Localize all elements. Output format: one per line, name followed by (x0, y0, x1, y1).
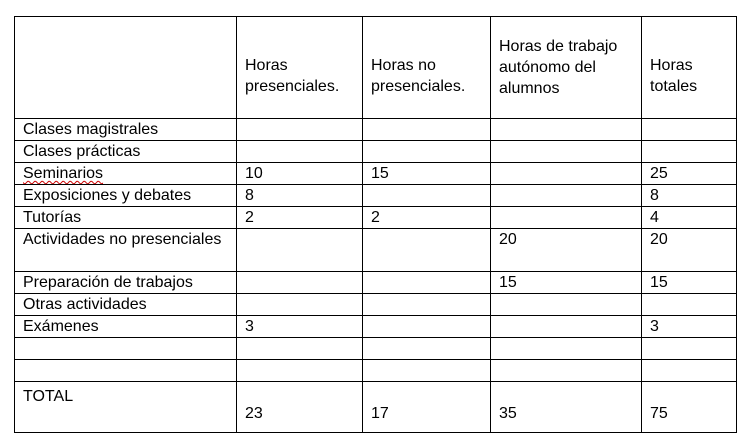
table-row (15, 294, 737, 316)
header-cell-autonomo: Horas de trabajo autónomo del alumnos (491, 17, 642, 119)
autonomo-cell (491, 185, 642, 207)
table-row (15, 338, 737, 360)
total-label: TOTAL (15, 382, 237, 433)
presenciales-cell (237, 338, 363, 360)
autonomo-cell: 20 (491, 229, 642, 272)
header-cell-activity (15, 17, 237, 119)
no-presenciales-cell (363, 360, 491, 382)
autonomo-cell (491, 163, 642, 185)
presenciales-cell: 3 (237, 316, 363, 338)
autonomo-cell (491, 316, 642, 338)
activity-cell (15, 338, 237, 360)
total-autonomo: 35 (491, 382, 642, 433)
totales-cell (642, 294, 737, 316)
autonomo-cell (491, 119, 642, 141)
activity-cell: Clases magistrales (15, 119, 237, 141)
activity-cell: Exposiciones y debates (15, 185, 237, 207)
table-row (15, 316, 737, 338)
header-cell-presenciales: Horas presenciales. (237, 17, 363, 119)
table-row (15, 360, 737, 382)
autonomo-cell (491, 360, 642, 382)
totales-cell (642, 119, 737, 141)
activity-cell: Preparación de trabajos (15, 272, 237, 294)
activity-cell: Exámenes (15, 316, 237, 338)
no-presenciales-cell (363, 185, 491, 207)
presenciales-cell (237, 272, 363, 294)
no-presenciales-cell (363, 229, 491, 272)
autonomo-cell (491, 207, 642, 229)
totales-cell: 20 (642, 229, 737, 272)
activity-cell: Actividades no presenciales (15, 229, 237, 272)
hours-table (14, 16, 737, 433)
presenciales-cell (237, 294, 363, 316)
table-row (15, 119, 737, 141)
no-presenciales-cell: 2 (363, 207, 491, 229)
no-presenciales-cell (363, 294, 491, 316)
totales-cell (642, 360, 737, 382)
table-row (15, 141, 737, 163)
autonomo-cell (491, 294, 642, 316)
autonomo-cell: 15 (491, 272, 642, 294)
activity-cell: Tutorías (15, 207, 237, 229)
presenciales-cell (237, 360, 363, 382)
totales-cell: 15 (642, 272, 737, 294)
no-presenciales-cell (363, 141, 491, 163)
activity-cell: Otras actividades (15, 294, 237, 316)
totales-cell (642, 338, 737, 360)
table-row (15, 207, 737, 229)
table-row (15, 272, 737, 294)
total-totales: 75 (642, 382, 737, 433)
total-row (15, 382, 737, 433)
total-no-presenciales: 17 (363, 382, 491, 433)
totales-cell (642, 141, 737, 163)
header-cell-no-presenciales: Horas no presenciales. (363, 17, 491, 119)
autonomo-cell (491, 141, 642, 163)
table-row (15, 185, 737, 207)
table-row (15, 229, 737, 272)
presenciales-cell: 2 (237, 207, 363, 229)
totales-cell: 4 (642, 207, 737, 229)
presenciales-cell (237, 141, 363, 163)
totales-cell: 8 (642, 185, 737, 207)
activity-cell (15, 163, 237, 185)
activity-text: Seminarios (23, 165, 104, 182)
no-presenciales-cell (363, 272, 491, 294)
presenciales-cell (237, 229, 363, 272)
totales-cell: 25 (642, 163, 737, 185)
presenciales-cell: 8 (237, 185, 363, 207)
presenciales-cell: 10 (237, 163, 363, 185)
autonomo-cell (491, 338, 642, 360)
total-presenciales: 23 (237, 382, 363, 433)
table-row (15, 163, 737, 185)
no-presenciales-cell (363, 119, 491, 141)
presenciales-cell (237, 119, 363, 141)
no-presenciales-cell (363, 316, 491, 338)
no-presenciales-cell: 15 (363, 163, 491, 185)
totales-cell: 3 (642, 316, 737, 338)
activity-cell: Clases prácticas (15, 141, 237, 163)
header-row (15, 17, 737, 119)
header-cell-totales: Horas totales (642, 17, 737, 119)
no-presenciales-cell (363, 338, 491, 360)
activity-cell (15, 360, 237, 382)
